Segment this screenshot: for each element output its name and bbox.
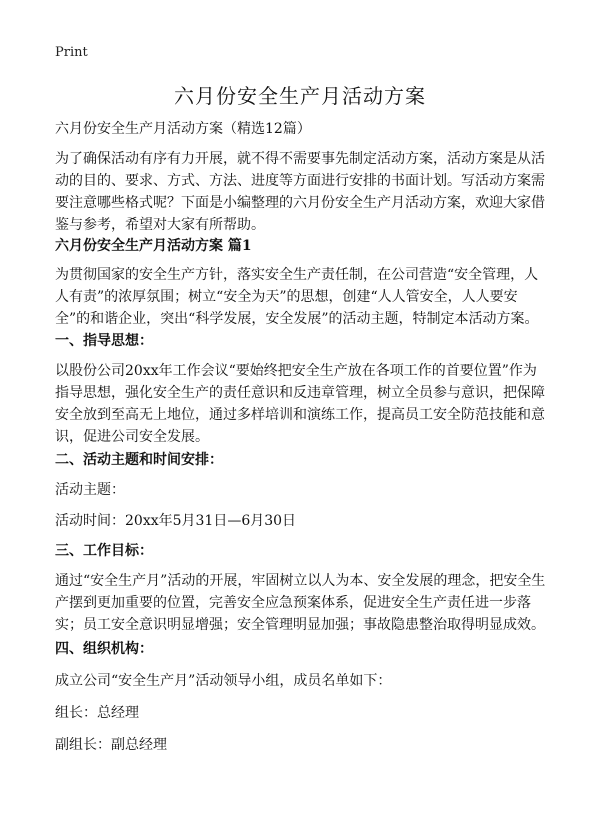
deputy-leader-line: 副组长：副总经理: [55, 737, 167, 753]
heading-organization: 四、组织机构：: [55, 641, 153, 657]
work-goals-paragraph: 通过“安全生产月”活动的开展，牢固树立以人为本、安全发展的理念，把安全生产摆到更加重要的位置，完善安全应急预案体系，促进安全生产责任进一步落实；员工安全意识明显增强；安全管理明显加强；事故隐患整治取得明显成效。: [55, 573, 546, 633]
heading-guiding-ideology: 一、指导思想：: [55, 333, 153, 349]
activity-theme-line: 活动主题：: [55, 482, 125, 498]
section-heading: 六月份安全生产月活动方案 篇1: [55, 238, 252, 254]
intro-paragraph: 为了确保活动有序有力开展，就不得不需要事先制定活动方案，活动方案是从活动的目的、要求、方式、方法、进度等方面进行安排的书面计划。写活动方案需要注意哪些格式呢？下面是小编整理的六月份安全生产月活动方案，欢迎大家借鉴与参考，希望对大家有所帮助。: [55, 151, 545, 233]
page-title: 六月份安全生产月活动方案: [174, 84, 426, 108]
organization-paragraph: 成立公司“安全生产月”活动领导小组，成员名单如下：: [55, 673, 392, 689]
heading-theme-schedule: 二、活动主题和时间安排：: [55, 452, 223, 468]
leader-line: 组长：总经理: [55, 705, 139, 721]
document-subtitle: 六月份安全生产月活动方案（精选12篇）: [55, 121, 311, 137]
guiding-ideology-paragraph: 以股份公司20xx年工作会议“要始终把安全生产放在各项工作的首要位置”作为指导思想，强化安全生产的责任意识和反违章管理，树立全员参与意识，把保障安全放到至高无上地位，通过多样培训和演练工作，提高员工安全防范技能和意识，促进公司安全发展。: [55, 363, 545, 445]
print-link[interactable]: Print: [55, 45, 88, 60]
activity-time-line: 活动时间：20xx年5月31日—6月30日: [55, 513, 297, 529]
section-intro-paragraph: 为贯彻国家的安全生产方针，落实安全生产责任制，在公司营造“安全管理，人人有责”的浓厚氛围；树立“安全为天”的思想，创建“人人管安全，人人要安全”的和谐企业，突出“科学发展，安全发展”的活动主题，特制定本活动方案。: [55, 267, 539, 327]
heading-work-goals: 三、工作目标：: [55, 543, 153, 559]
